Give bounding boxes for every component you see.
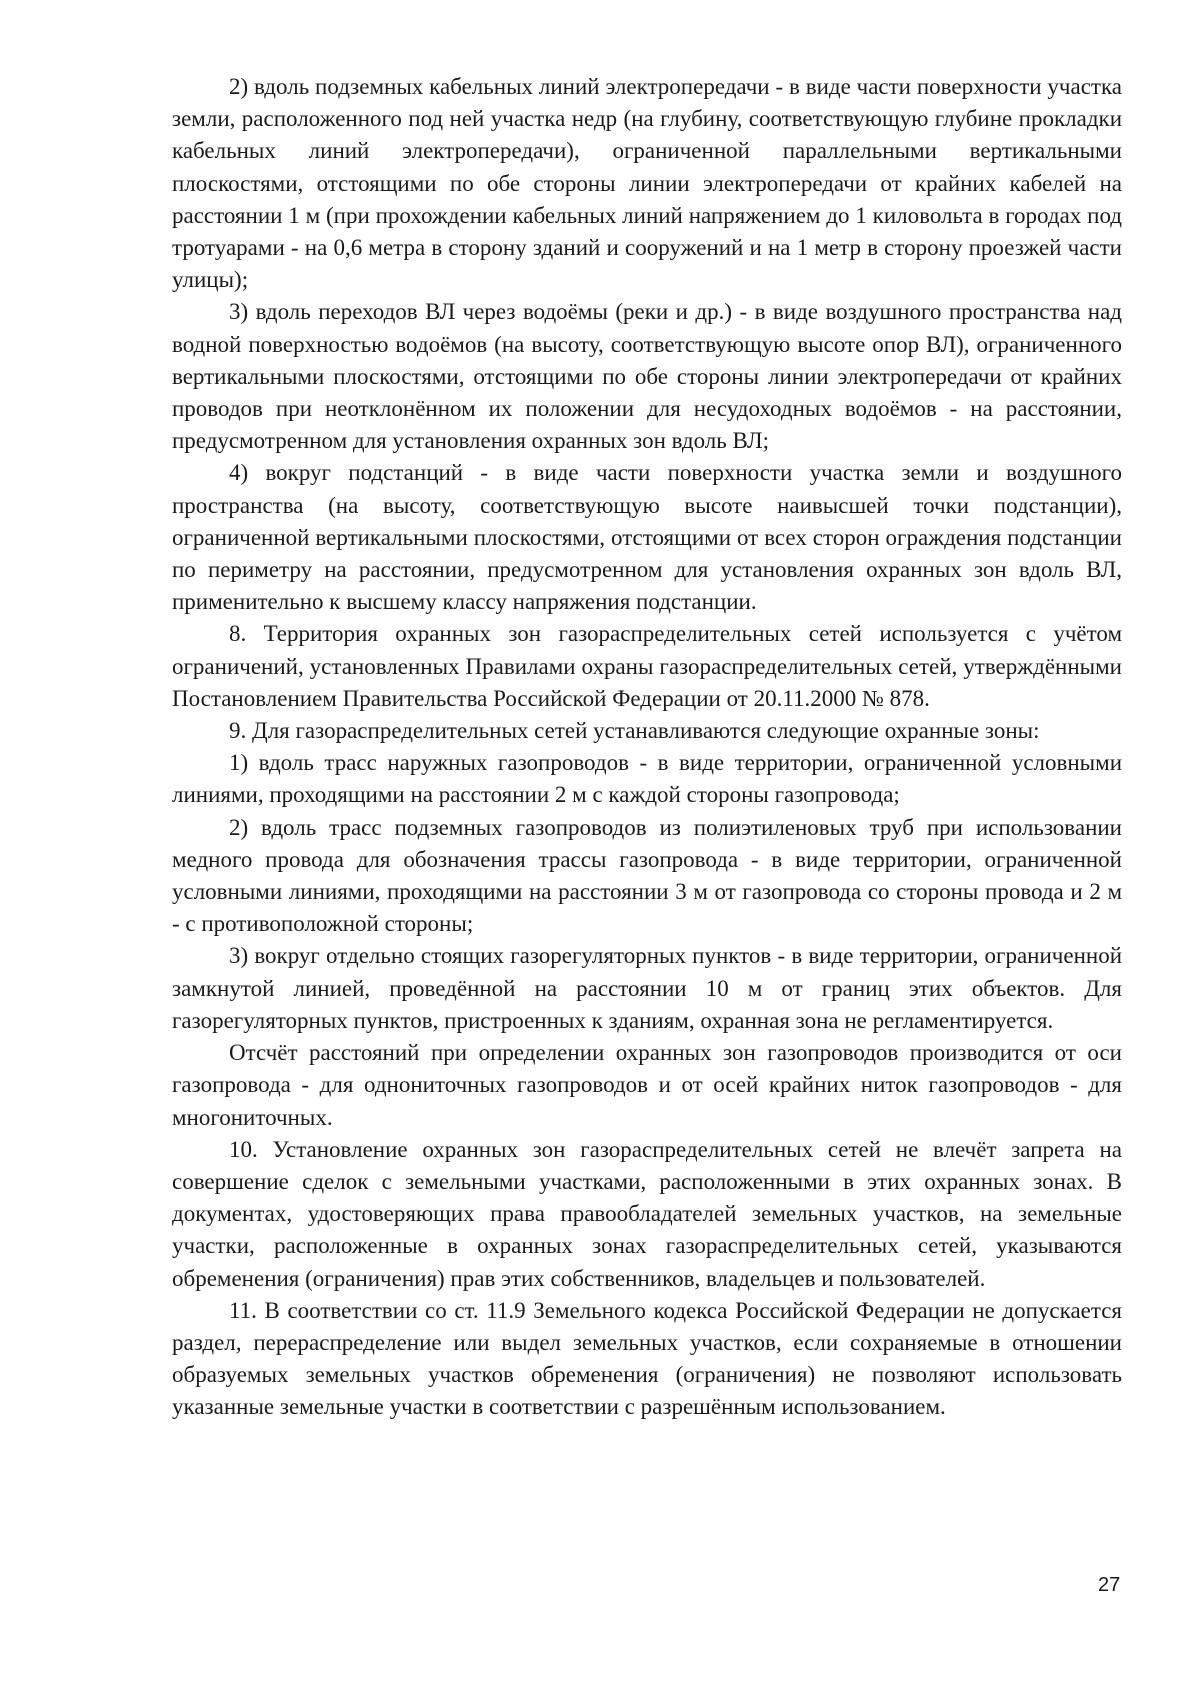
paragraph-section-10: 10. Установление охранных зон газораспределительных сетей не влечёт запрета на совершение сделок с земельными участками, расположенными в этих охранных зонах. В документах, удостоверяющих права правообладателей земельных участков, на земельные участки, расположенные в охранных зонах газораспределительных сетей, указываются обременения (ограничения) прав этих собственников, владельцев и пользователей. bbox=[172, 1136, 1122, 1291]
paragraph-section-9: 9. Для газораспределительных сетей устанавливаются следующие охранные зоны: bbox=[229, 718, 1040, 744]
paragraph-section-11: 11. В соответствии со ст. 11.9 Земельного кодекса Российской Федерации не допускается раздел, перераспределение или выдел земельных участков, если сохраняемые в отношении образуемых земельных участков обременения (ограничения) не позволяют использовать указанные земельные участки в соответствии с разрешённым использованием. bbox=[172, 1297, 1122, 1420]
paragraph-water-crossings: 3) вдоль переходов ВЛ через водоёмы (реки и др.) - в виде воздушного пространства над водной поверхностью водоёмов (на высоту, соответствующую высоте опор ВЛ), ограниченного вертикальными плоскостями, отстоящими по обе стороны линии электропередачи от крайних проводов при неотклонённом их положении для несудоходных водоёмов - на расстоянии, предусмотренном для установления охранных зон вдоль ВЛ; bbox=[172, 299, 1122, 454]
paragraph-substations: 4) вокруг подстанций - в виде части поверхности участка земли и воздушного пространства (на высоту, соответствующую высоте наивысшей точки подстанции), ограниченной вертикальными плоскостями, отстоящими от всех сторон ограждения подстанции по периметру на расстоянии, предусмотренном для установления охранных зон вдоль ВЛ, применительно к высшему классу напряжения подстанции. bbox=[172, 460, 1122, 615]
paragraph-underground-pipelines: 2) вдоль трасс подземных газопроводов из полиэтиленовых труб при использовании медного провода для обозначения трассы газопровода - в виде территории, ограниченной условными линиями, проходящими на расстоянии 3 м от газопровода со стороны провода и 2 м - с противоположной стороны; bbox=[172, 814, 1122, 937]
paragraph-cable-lines: 2) вдоль подземных кабельных линий электропередачи - в виде части поверхности участка земли, расположенного под ней участка недр (на глубину, соответствующую глубине прокладки кабельных линий электропередачи), ограниченной параллельными вертикальными плоскостями, отстоящими по обе стороны линии электропередачи от крайних кабелей на расстоянии 1 м (при прохождении кабельных линий напряжением до 1 киловольта в городах под тротуарами - на 0,6 метра в сторону зданий и сооружений и на 1 метр в сторону проезжей части улицы); bbox=[172, 74, 1122, 293]
page-number: 27 bbox=[1098, 1574, 1121, 1596]
document-body bbox=[172, 71, 1122, 1424]
paragraph-distance-reference: Отсчёт расстояний при определении охранных зон газопроводов производится от оси газопровода - для однониточных газопроводов и от осей крайних ниток газопроводов - для многониточных. bbox=[172, 1040, 1122, 1130]
paragraph-section-8: 8. Территория охранных зон газораспределительных сетей используется с учётом ограничений, установленных Правилами охраны газораспределительных сетей, утверждёнными Постановлением Правительства Российской Федерации от 20.11.2000 № 878. bbox=[172, 621, 1122, 711]
paragraph-regulator-points: 3) вокруг отдельно стоящих газорегуляторных пунктов - в виде территории, ограниченной замкнутой линией, проведённой на расстоянии 10 м от границ этих объектов. Для газорегуляторных пунктов, пристроенных к зданиям, охранная зона не регламентируется. bbox=[172, 943, 1122, 1033]
paragraph-external-pipelines: 1) вдоль трасс наружных газопроводов - в виде территории, ограниченной условными линиями, проходящими на расстоянии 2 м с каждой стороны газопровода; bbox=[172, 750, 1122, 808]
